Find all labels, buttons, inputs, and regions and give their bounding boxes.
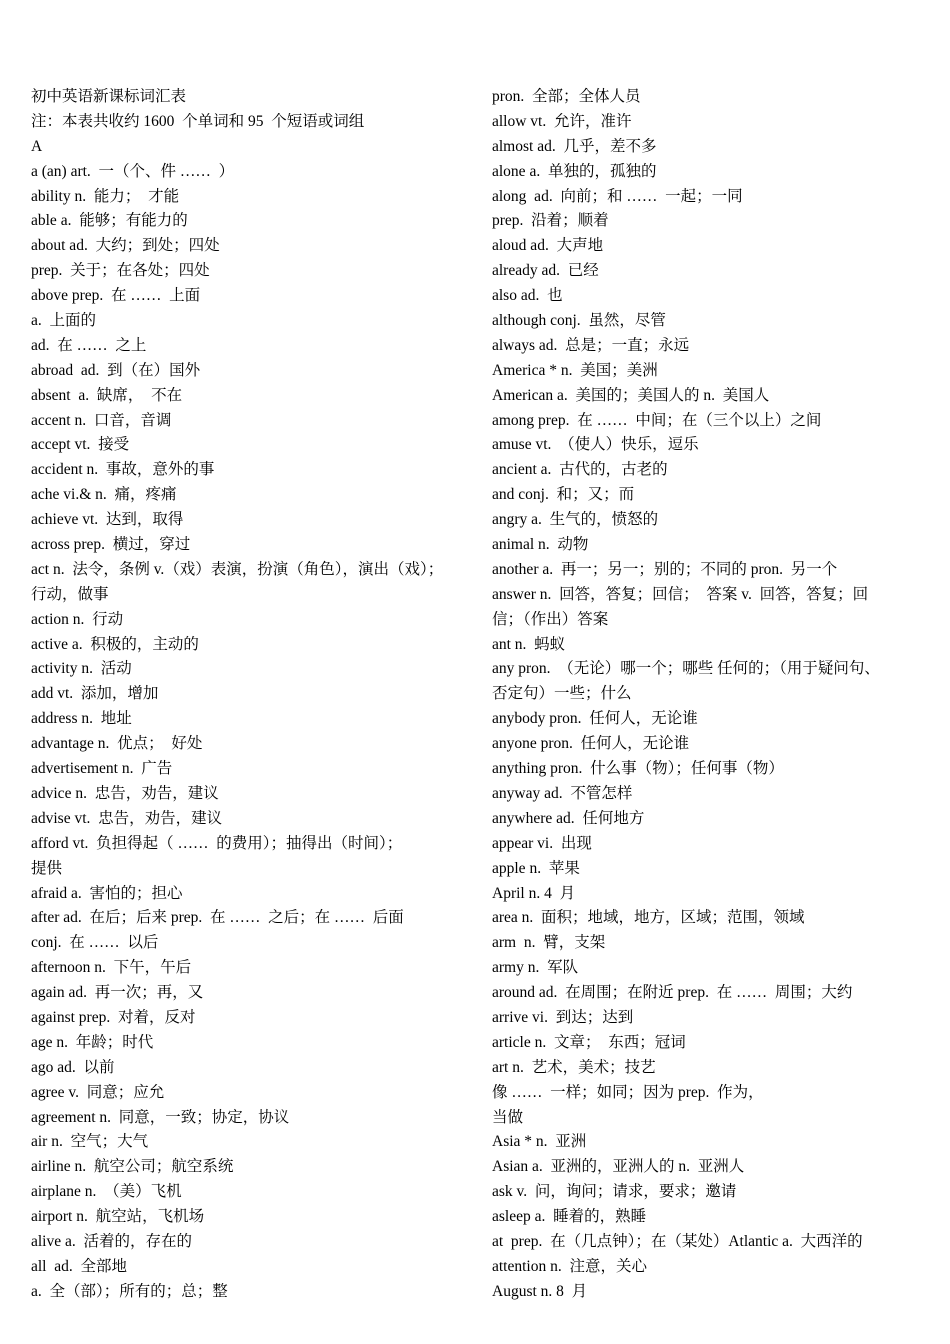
right-column-entry-line: area n. 面积；地域，地方，区域；范围，领域 bbox=[492, 909, 805, 927]
right-column-entry-line: at prep. 在（几点钟）；在（某处）Atlantic a. 大西洋的 bbox=[492, 1232, 863, 1250]
right-column-entry-line: along ad. 向前；和 …… 一起；一同 bbox=[492, 187, 743, 205]
right-column-entry-line: ask v. 问，询问；请求，要求；邀请 bbox=[492, 1183, 737, 1201]
right-column-entry-line: apple n. 苹果 bbox=[492, 859, 580, 877]
right-column-entry-line: any pron. （无论）哪一个；哪些 任何的；（用于疑问句、 bbox=[492, 660, 880, 678]
left-column-entry-line: a. 上面的 bbox=[31, 312, 97, 330]
left-column-entry-line: A bbox=[31, 137, 43, 155]
left-column-entry-line: advertisement n. 广告 bbox=[31, 760, 173, 778]
right-column-entry-line: army n. 军队 bbox=[492, 959, 579, 977]
left-column-entry-line: act n. 法令，条例 v.（戏）表演，扮演（角色），演出（戏）； bbox=[31, 560, 444, 578]
left-column-entry-line: prep. 关于；在各处；四处 bbox=[31, 262, 210, 280]
left-column-entry-line: across prep. 横过，穿过 bbox=[31, 536, 191, 554]
right-column-entry-line: and conj. 和；又；而 bbox=[492, 486, 635, 504]
right-column bbox=[492, 85, 922, 1305]
left-column bbox=[31, 85, 461, 1305]
left-column-entry-line: 初中英语新课标词汇表 bbox=[31, 88, 187, 105]
right-column-entry-line: anyone pron. 任何人，无论谁 bbox=[492, 735, 690, 753]
left-column-entry-line: a. 全（部）；所有的；总；整 bbox=[31, 1282, 228, 1300]
right-column-entry-line: Asian a. 亚洲的，亚洲人的 n. 亚洲人 bbox=[492, 1158, 745, 1176]
left-column-entry-line: add vt. 添加，增加 bbox=[31, 685, 159, 703]
left-column-entry-line: activity n. 活动 bbox=[31, 660, 132, 678]
left-column-entry-line: able a. 能够；有能力的 bbox=[31, 212, 188, 230]
left-column-entry-line: a (an) art. 一（个、件 …… ） bbox=[31, 162, 235, 180]
right-column-entry-line: arm n. 臂，支架 bbox=[492, 934, 606, 952]
left-column-entry-line: after ad. 在后；后来 prep. 在 …… 之后；在 …… 后面 bbox=[31, 909, 404, 927]
right-column-entry-line: animal n. 动物 bbox=[492, 536, 589, 554]
left-column-entry-line: all ad. 全部地 bbox=[31, 1257, 127, 1275]
left-column-entry-line: ache vi.& n. 痛，疼痛 bbox=[31, 486, 177, 504]
right-column-entry-line: pron. 全部；全体人员 bbox=[492, 88, 641, 105]
left-column-entry-line: absent a. 缺席， 不在 bbox=[31, 386, 183, 404]
right-column-entry-line: 像 …… 一样；如同；因为 prep. 作为， bbox=[492, 1083, 764, 1101]
right-column-entry-line: prep. 沿着；顺着 bbox=[492, 212, 609, 230]
left-column-entry-line: against prep. 对着，反对 bbox=[31, 1008, 196, 1026]
left-column-entry-line: afraid a. 害怕的；担心 bbox=[31, 884, 183, 902]
right-column-entry-line: August n. 8 月 bbox=[492, 1282, 588, 1300]
left-column-entry-line: airplane n. （美）飞机 bbox=[31, 1183, 182, 1201]
right-column-entry-line: almost ad. 几乎，差不多 bbox=[492, 137, 657, 155]
right-column-entry-line: although conj. 虽然，尽管 bbox=[492, 312, 666, 330]
right-column-entry-line: 当做 bbox=[492, 1108, 524, 1126]
left-column-entry-line: action n. 行动 bbox=[31, 610, 124, 628]
left-column-entry-line: abroad ad. 到（在）国外 bbox=[31, 361, 201, 379]
right-column-entry-line: attention n. 注意，关心 bbox=[492, 1257, 647, 1275]
right-column-entry-line: aloud ad. 大声地 bbox=[492, 237, 604, 255]
right-column-entry-line: answer n. 回答，答复；回信； 答案 v. 回答，答复；回 bbox=[492, 585, 869, 603]
right-column-entry-line: American a. 美国的；美国人的 n. 美国人 bbox=[492, 386, 770, 404]
left-column-entry-line: accident n. 事故，意外的事 bbox=[31, 461, 215, 479]
right-column-entry-line: anything pron. 什么事（物）；任何事（物） bbox=[492, 760, 784, 778]
right-column-entry-line: asleep a. 睡着的，熟睡 bbox=[492, 1208, 647, 1226]
right-column-entry-line: anywhere ad. 任何地方 bbox=[492, 809, 645, 827]
left-column-entry-line: again ad. 再一次；再，又 bbox=[31, 984, 204, 1002]
right-column-entry-line: always ad. 总是；一直；永远 bbox=[492, 336, 690, 354]
left-column-entry-line: afford vt. 负担得起（ …… 的费用）；抽得出（时间）； bbox=[31, 834, 403, 852]
right-column-entry-line: already ad. 已经 bbox=[492, 262, 599, 280]
right-column-entry-line: 否定句）一些；什么 bbox=[492, 685, 632, 703]
right-column-entry-line: another a. 再一；另一；别的；不同的 pron. 另一个 bbox=[492, 560, 838, 578]
left-column-entry-line: advice n. 忠告，劝告，建议 bbox=[31, 784, 219, 802]
right-column-entry-line: angry a. 生气的，愤怒的 bbox=[492, 511, 659, 529]
right-column-entry-line: anybody pron. 任何人，无论谁 bbox=[492, 710, 698, 728]
left-column-entry-line: air n. 空气；大气 bbox=[31, 1133, 149, 1151]
right-column-entry-line: appear vi. 出现 bbox=[492, 834, 592, 852]
left-column-entry-line: achieve vt. 达到，取得 bbox=[31, 511, 184, 529]
right-column-entry-line: arrive vi. 到达；达到 bbox=[492, 1008, 634, 1026]
right-column-entry-line: alone a. 单独的，孤独的 bbox=[492, 162, 657, 180]
right-column-entry-line: around ad. 在周围；在附近 prep. 在 …… 周围；大约 bbox=[492, 984, 853, 1002]
left-column-entry-line: ability n. 能力； 才能 bbox=[31, 187, 180, 205]
left-column-entry-line: active a. 积极的，主动的 bbox=[31, 635, 199, 653]
right-column-entry-line: April n. 4 月 bbox=[492, 884, 576, 902]
right-column-entry-line: America * n. 美国；美洲 bbox=[492, 361, 658, 379]
right-column-entry-line: art n. 艺术，美术；技艺 bbox=[492, 1058, 656, 1076]
left-column-entry-line: age n. 年龄；时代 bbox=[31, 1033, 154, 1051]
right-column-entry-line: ant n. 蚂蚁 bbox=[492, 635, 566, 653]
left-column-entry-line: address n. 地址 bbox=[31, 710, 132, 728]
left-column-entry-line: agreement n. 同意，一致；协定，协议 bbox=[31, 1108, 290, 1126]
right-column-entry-line: allow vt. 允许，准许 bbox=[492, 112, 632, 130]
left-column-entry-line: advise vt. 忠告，劝告，建议 bbox=[31, 809, 223, 827]
right-column-entry-line: amuse vt. （使人）快乐，逗乐 bbox=[492, 436, 699, 454]
left-column-entry-line: airline n. 航空公司；航空系统 bbox=[31, 1158, 234, 1176]
right-column-entry-line: also ad. 也 bbox=[492, 287, 563, 305]
right-column-entry-line: article n. 文章； 东西；冠词 bbox=[492, 1033, 686, 1051]
left-column-entry-line: 行动，做事 bbox=[31, 585, 109, 603]
left-column-entry-line: accent n. 口音，音调 bbox=[31, 411, 172, 429]
left-column-entry-line: about ad. 大约；到处；四处 bbox=[31, 237, 220, 255]
left-column-entry-line: ago ad. 以前 bbox=[31, 1058, 115, 1076]
right-column-entry-line: Asia * n. 亚洲 bbox=[492, 1133, 587, 1151]
left-column-entry-line: agree v. 同意；应允 bbox=[31, 1083, 165, 1101]
left-column-entry-line: 提供 bbox=[31, 859, 63, 877]
left-column-entry-line: alive a. 活着的，存在的 bbox=[31, 1232, 193, 1250]
left-column-entry-line: above prep. 在 …… 上面 bbox=[31, 287, 201, 305]
left-column-entry-line: 注：本表共收约 1600 个单词和 95 个短语或词组 bbox=[31, 112, 365, 130]
left-column-entry-line: afternoon n. 下午，午后 bbox=[31, 959, 192, 977]
left-column-entry-line: conj. 在 …… 以后 bbox=[31, 934, 159, 952]
left-column-entry-line: accept vt. 接受 bbox=[31, 436, 130, 454]
right-column-entry-line: anyway ad. 不管怎样 bbox=[492, 784, 633, 802]
right-column-entry-line: among prep. 在 …… 中间；在（三个以上）之间 bbox=[492, 411, 822, 429]
left-column-entry-line: ad. 在 …… 之上 bbox=[31, 336, 147, 354]
left-column-entry-line: advantage n. 优点； 好处 bbox=[31, 735, 203, 753]
right-column-entry-line: ancient a. 古代的，古老的 bbox=[492, 461, 668, 479]
right-column-entry-line: 信；（作出）答案 bbox=[492, 610, 609, 628]
left-column-entry-line: airport n. 航空站，飞机场 bbox=[31, 1208, 205, 1226]
